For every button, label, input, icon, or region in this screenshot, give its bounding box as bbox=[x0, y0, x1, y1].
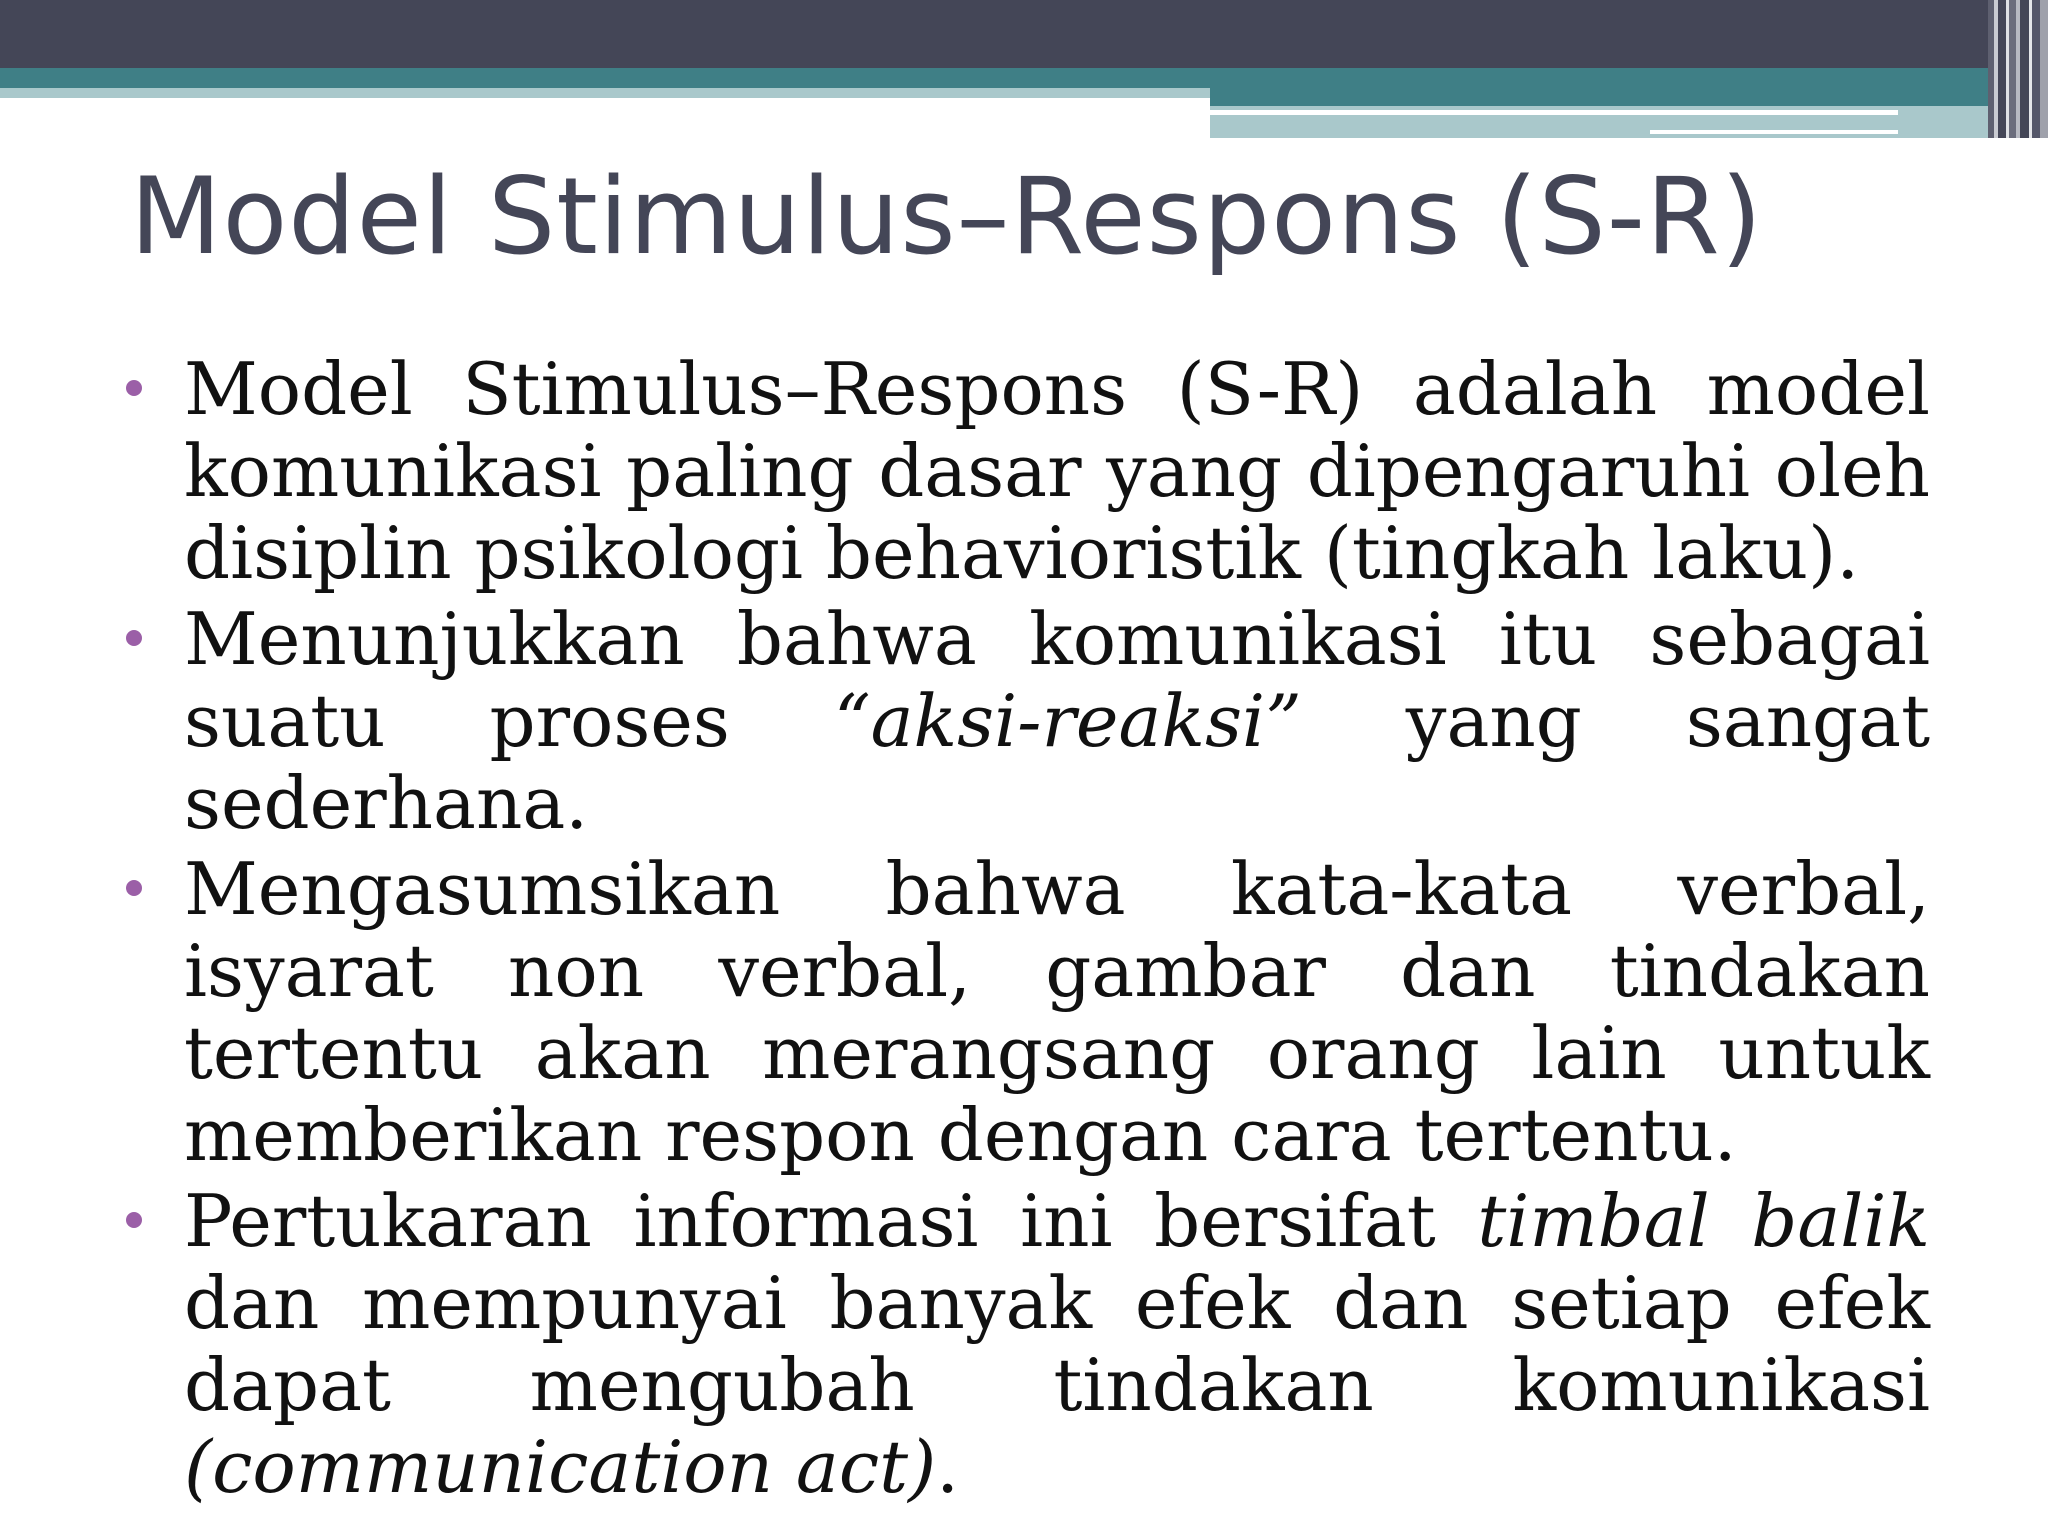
bullet-text: Mengasumsikan bahwa kata-kata verbal, isyarat non verbal, gambar dan tindakan tertentu akan merangsang orang lain untuk memberikan respon dengan cara tertentu. bbox=[184, 847, 1930, 1177]
bullet-text: Model Stimulus–Respons (S-R) adalah model komunikasi paling dasar yang dipengaruhi oleh disiplin psikologi behavioristik (tingkah laku). bbox=[184, 347, 1930, 595]
bullet-text: yang sangat sederhana. bbox=[184, 679, 1931, 845]
bullet-text: Pertukaran informasi ini bersifat bbox=[184, 1179, 1478, 1263]
bullet-dot-icon bbox=[126, 880, 142, 896]
bullet-list bbox=[126, 348, 1930, 1512]
bullet-text-italic: (communication act) bbox=[184, 1425, 937, 1509]
slide-title: Model Stimulus–Respons (S-R) bbox=[130, 155, 1764, 278]
bullet-dot-icon bbox=[126, 1212, 142, 1228]
header-band-dark bbox=[0, 0, 2048, 68]
header-vertical-stripes bbox=[1988, 0, 2048, 138]
bullet-text: . bbox=[936, 1425, 960, 1509]
header-divider-line-short bbox=[1650, 130, 1898, 134]
bullet-text: Menunjukkan bahwa komunikasi itu sebagai suatu proses bbox=[184, 597, 1930, 763]
bullet-item-4 bbox=[126, 1180, 1930, 1508]
bullet-item-3 bbox=[126, 848, 1930, 1176]
bullet-item-2 bbox=[126, 598, 1930, 844]
bullet-dot-icon bbox=[126, 630, 142, 646]
header-band-teal-right bbox=[1210, 88, 2048, 106]
bullet-dot-icon bbox=[126, 380, 142, 396]
bullet-item-1 bbox=[126, 348, 1930, 594]
header-band-light-left bbox=[0, 88, 1210, 98]
header-divider-line bbox=[1210, 110, 1898, 115]
bullet-text-italic: timbal balik bbox=[1477, 1179, 1930, 1263]
bullet-text-italic: “aksi-reaksi” bbox=[833, 679, 1302, 763]
header-band-teal bbox=[0, 68, 2048, 88]
bullet-text: dan mempunyai banyak efek dan setiap efek dapat mengubah tindakan komunikasi bbox=[184, 1261, 1930, 1427]
